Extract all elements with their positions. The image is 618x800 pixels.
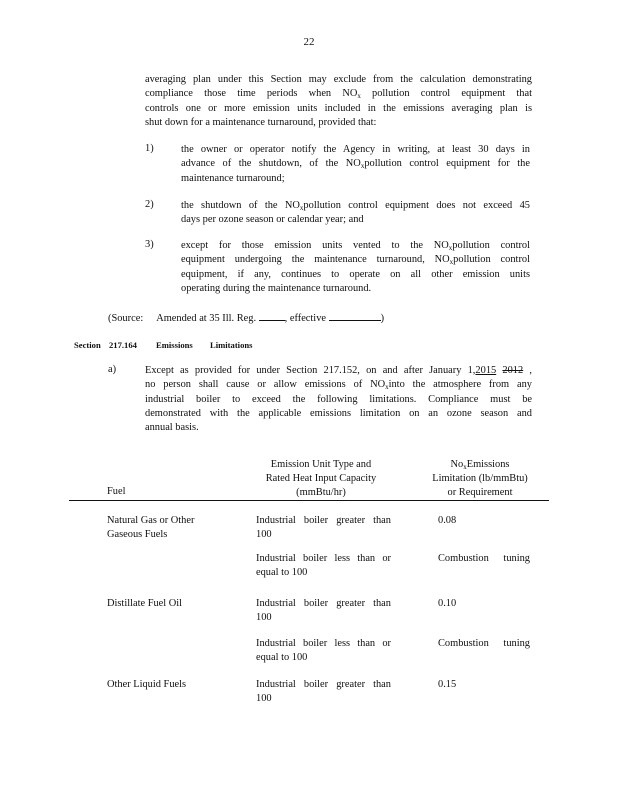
subsection-a-line-3: industrial boiler to exceed the following limitations. Compliance must be [145, 393, 532, 405]
intro-line-1: averaging plan under this Section may exclude from the calculation demonstrating [145, 74, 532, 85]
item-3-line-4: operating during the maintenance turnaround. [181, 282, 372, 294]
subsection-a-line-1: Except as provided for under Section 217.152, on and after January 1,2015 2012 , [145, 365, 532, 376]
row-1-fuel: Natural Gas or Other Gaseous Fuels [107, 515, 195, 541]
subsection-a-text [145, 364, 532, 435]
item-1-line-3: maintenance turnaround; [181, 172, 285, 184]
item-1-line-2: advance of the shutdown, of the $NO_xpollution$ control equipment for the [181, 158, 530, 171]
row-5-unit: Industrial boiler greater than 100 [256, 679, 391, 705]
row-3-limit: 0.10 [438, 598, 457, 609]
effective-date-blank [329, 310, 381, 321]
item-number-3: 3) [145, 239, 154, 250]
row-3-unit: Industrial boiler greater than 100 [256, 598, 391, 624]
item-text-1 [181, 143, 530, 186]
item-2-line-1: the shutdown of the $NO_xpollution$ control equipment does not exceed 45 [181, 200, 530, 212]
item-3-line-1: except for those emission units vented to the $NO_xpollution$ control [181, 240, 531, 252]
row-1-unit: Industrial boiler greater than 100 [256, 515, 391, 541]
item-number-1: 1) [145, 143, 154, 154]
row-2-limit: Combustion tuning [438, 553, 530, 564]
intro-paragraph [145, 73, 532, 130]
table-header-rule [69, 500, 549, 501]
section-title-1: Emissions [156, 340, 193, 350]
row-2-unit: Industrial boiler less than or equal to 100 [256, 553, 391, 579]
header-fuel: Fuel [107, 486, 126, 497]
subsection-a-line-4: demonstrated with the applicable emissions limitation on an ozone season and [145, 407, 532, 419]
item-text-3 [181, 239, 530, 296]
item-text-2 [181, 199, 530, 228]
section-label: Section [74, 340, 101, 350]
item-2-line-2: days per ozone season or calendar year; and [181, 214, 364, 226]
page-number: 22 [303, 36, 315, 48]
source-note: (Source: Amended at 35 Ill. Reg. , effective ) [108, 310, 384, 324]
intro-line-2: compliance those time periods when $NO_x$ pollution control equipment that [145, 88, 532, 101]
item-number-2: 2) [145, 199, 154, 210]
subsection-a-label: a) [108, 364, 117, 375]
intro-line-4: shut down for a maintenance turnaround, provided that: [145, 116, 377, 128]
section-number: 217.164 [109, 340, 137, 350]
subsection-a-line-5: annual basis. [145, 422, 199, 434]
header-unit-type: Emission Unit Type and Rated Heat Input Capacity (mmBtu/hr) [265, 459, 377, 498]
section-title-2: Limitations [210, 340, 253, 350]
item-3-line-3: equipment, if any, continues to operate on all other emission units [181, 268, 530, 280]
row-1-limit: 0.08 [438, 515, 457, 526]
row-4-limit: Combustion tuning [438, 638, 530, 649]
row-4-unit: Industrial boiler less than or equal to 100 [256, 638, 391, 664]
header-limitation: $No_xEmissions$ Limitation (lb/mmBtu) or Requirement [432, 459, 528, 498]
row-3-fuel: Distillate Fuel Oil [107, 598, 183, 609]
register-blank [259, 310, 285, 321]
intro-line-3: controls one or more emission units included in the emissions averaging plan is [145, 102, 532, 114]
subsection-a-line-2: no person shall cause or allow emissions of $NO_xinto$ the atmosphere from any [145, 379, 532, 392]
item-3-line-2: equipment undergoing the maintenance turnaround, $NO_xpollution$ control [181, 254, 530, 267]
row-5-limit: 0.15 [438, 679, 457, 690]
item-1-line-1: the owner or operator notify the Agency in writing, at least 30 days in [181, 144, 530, 155]
row-5-fuel: Other Liquid Fuels [107, 679, 187, 690]
